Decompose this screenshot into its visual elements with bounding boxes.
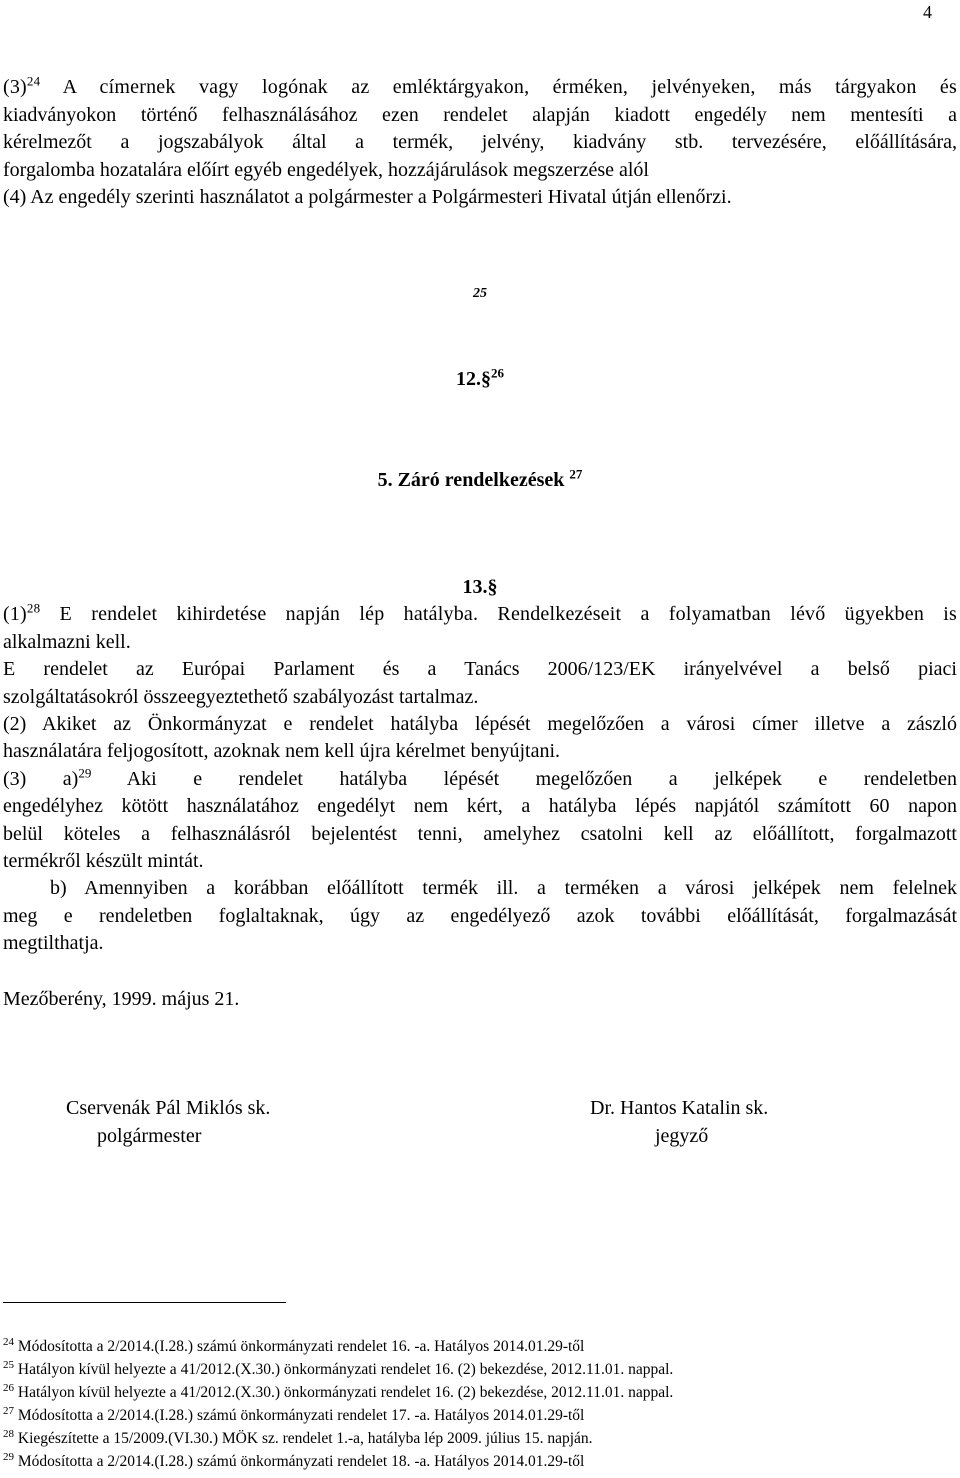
signature-right-name: Dr. Hantos Katalin sk. — [590, 1097, 769, 1119]
s13-p1-line3: E rendelet az Európai Parlament és a Tanács 2006/123/EK irányelvével a belső piaci — [3, 658, 957, 680]
s13-p3b-line3: megtilthatja. — [3, 932, 104, 954]
para4-line: (4) Az engedély szerinti használatot a polgármester a Polgármesteri Hivatal útján ellenőrzi. — [3, 186, 732, 208]
para3-line1: $(3)^{24}$ A címernek vagy logónak az emléktárgyakon, érméken, jelvényeken, más tárgyakon és — [3, 73, 957, 98]
para3-line3: kérelmezőt a jogszabályok által a termék, jelvény, kiadvány stb. tervezésére, előállítására, — [3, 131, 957, 153]
page-number: 4 — [923, 2, 932, 22]
footnote-marker-25[interactable]: 25 — [473, 286, 487, 301]
para3-line2: kiadványokon történő felhasználásához ezen rendelet alapján kiadott engedély nem mentesíti a — [3, 104, 957, 126]
footnote-25: $^{25}$ Hatályon kívül helyezte a 41/2012.(X.30.) önkormányzati rendelet 16. (2) bekezdése, 2012.11.01. nappal. — [3, 1358, 674, 1378]
s13-p1-line2: alkalmazni kell. — [3, 631, 131, 653]
s13-p2-line2: használatára feljogosított, azoknak nem kell újra kérelmet benyújtani. — [3, 740, 561, 762]
para3-line4: forgalomba hozatalára előírt egyéb engedélyek, hozzájárulások megszerzése alól — [3, 159, 649, 181]
s13-p1-line1: $(1)^{28}$ E rendelet kihirdetése napján lép hatályba. Rendelkezéseit a folyamatban lévő ügyekben is — [3, 600, 957, 625]
footnote-ref-28[interactable]: 28 — [26, 600, 41, 616]
footnote-ref-29[interactable]: 29 — [78, 765, 92, 781]
s13-p3-line2: engedélyhez kötött használatához engedélyt nem kért, a hatályba lépés napjától számított 60 napon — [3, 795, 957, 817]
chapter-5-heading: 5. Záró rendelkezések $^{27}$ — [377, 466, 583, 491]
place-date: Mezőberény, 1999. május 21. — [3, 988, 240, 1010]
s13-p2-line1: (2) Akiket az Önkormányzat e rendelet hatályba lépését megelőzően a városi címer illetve a zászló — [3, 713, 957, 735]
signature-left-name: Cservenák Pál Miklós sk. — [66, 1097, 271, 1119]
footnote-separator — [3, 1302, 286, 1303]
footnote-28: $^{28}$ Kiegészítette a 15/2009.(VI.30.) MÖK sz. rendelet 1.-a, hatályba lép 2009. július 15. napján. — [3, 1427, 593, 1447]
s13-p3b-line2: meg e rendeletben foglaltaknak, úgy az engedélyező azok további előállítását, forgalmazását — [3, 905, 957, 927]
s13-p3-line3: belül köteles a felhasználásról bejelentést tenni, amelyhez csatolni kell az előállított, forgalmazott — [3, 823, 957, 845]
section-12-heading: 12.§$^{26}$ — [456, 365, 504, 390]
section-13-heading: 13.§ — [462, 576, 498, 598]
s13-p1-line4: szolgáltatásokról összeegyeztethető szabályozást tartalmaz. — [3, 686, 479, 708]
signature-right-title: jegyző — [655, 1125, 709, 1147]
s13-p3b-line1: b) Amennyiben a korábban előállított termék ill. a terméken a városi jelképek nem felelnek — [50, 877, 957, 899]
signature-left-title: polgármester — [97, 1125, 202, 1147]
footnote-27: $^{27}$ Módosította a 2/2014.(I.28.) számú önkormányzati rendelet 17. -a. Hatályos 2014.01.29-től — [3, 1404, 585, 1424]
footnote-24: $^{24}$ Módosította a 2/2014.(I.28.) számú önkormányzati rendelet 16. -a. Hatályos 2014.01.29-től — [3, 1335, 585, 1355]
s13-p3-line1: (3) a)$^{29}$ Aki e rendelet hatályba lépését megelőzően a jelképek e rendeletben — [3, 765, 957, 790]
footnote-ref-27[interactable]: 27 — [569, 466, 583, 482]
footnote-ref-26[interactable]: 26 — [491, 365, 504, 381]
footnote-29: $^{29}$ Módosította a 2/2014.(I.28.) számú önkormányzati rendelet 18. -a. Hatályos 2014.01.29-től — [3, 1450, 585, 1470]
s13-p3-line4: termékről készült mintát. — [3, 850, 204, 872]
footnote-26: $^{26}$ Hatályon kívül helyezte a 41/2012.(X.30.) önkormányzati rendelet 16. (2) bekezdése, 2012.11.01. nappal. — [3, 1381, 674, 1401]
footnote-ref-24[interactable]: 24 — [26, 73, 41, 89]
